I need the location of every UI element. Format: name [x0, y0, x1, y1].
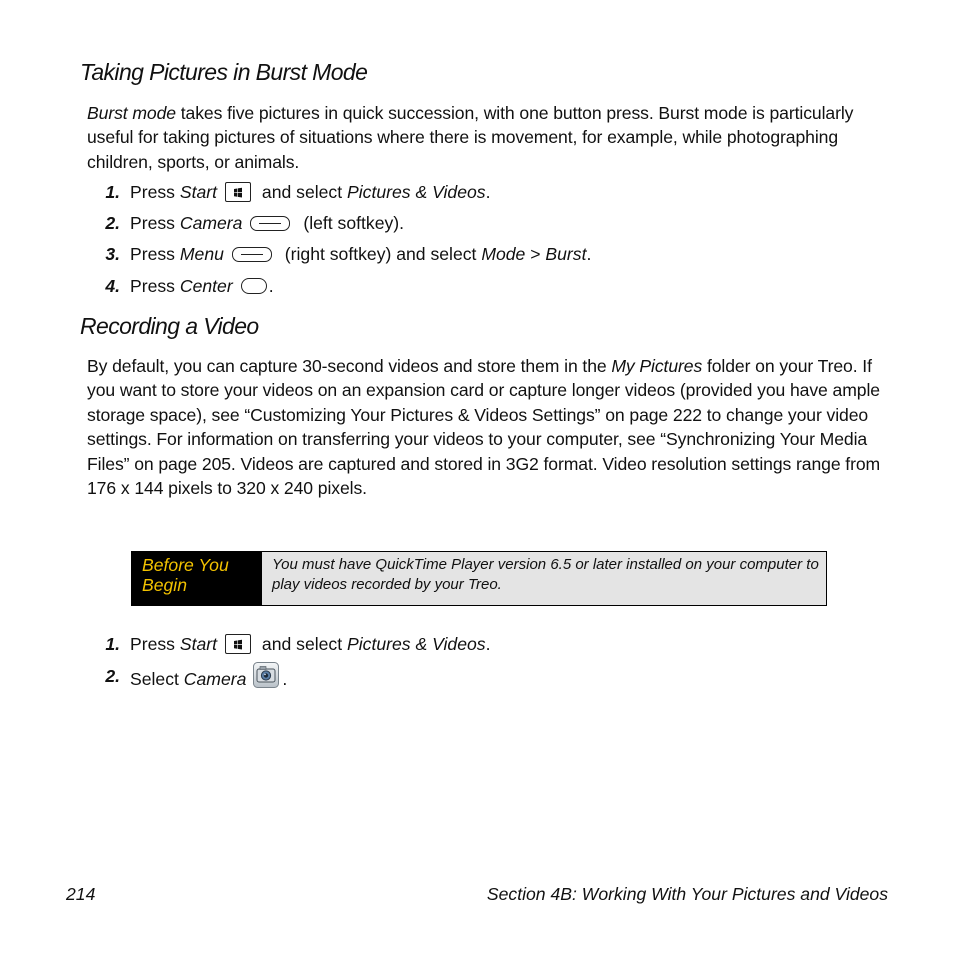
burst-mode-term: Burst mode [87, 103, 176, 123]
step-text: Press [130, 276, 180, 296]
before-you-begin-note [131, 551, 827, 606]
step-number: 2. [105, 213, 120, 233]
key-name: Center [179, 276, 233, 296]
step-number: 1. [105, 634, 120, 654]
key-name: Start [179, 182, 218, 202]
menu-target: Mode [481, 244, 526, 264]
step-text: Press [130, 213, 180, 233]
left-softkey-icon [250, 216, 290, 231]
note-label: Before You Begin [132, 552, 262, 605]
camera-app-icon [252, 661, 280, 696]
step-text: Select [130, 669, 184, 690]
key-name: Start [179, 634, 218, 654]
step-text: and select [257, 182, 348, 202]
step-number: 2. [105, 666, 120, 686]
step-text: . [282, 669, 288, 690]
windows-key-icon [225, 634, 251, 654]
step-text: and select [257, 634, 348, 654]
page-number: 214 [66, 884, 96, 904]
step-text: Press [130, 244, 180, 264]
recording-video-paragraph [87, 354, 897, 500]
step-text: . [586, 244, 592, 264]
step-text: (right softkey) and select [279, 244, 482, 264]
menu-separator: > [525, 244, 546, 264]
menu-target: Pictures & Videos [347, 182, 486, 202]
menu-target: Burst [545, 244, 587, 264]
step-text: Press [130, 182, 180, 202]
burst-mode-paragraph [87, 101, 897, 174]
windows-key-icon [225, 182, 251, 202]
center-key-icon [241, 278, 267, 294]
step-text: Press [130, 634, 180, 654]
step-text: . [268, 276, 274, 296]
step-text: . [485, 182, 491, 202]
step-number: 1. [105, 182, 120, 202]
right-softkey-icon [232, 247, 272, 262]
step-number: 3. [105, 244, 120, 264]
footer-section-title: Section 4B: Working With Your Pictures and Videos [486, 884, 888, 904]
burst-mode-description: takes five pictures in quick succession, with one button press. Burst mode is particularly useful for taking pictures of situations where there is movement, for example, while photographing children, sports, or animals. [87, 103, 854, 172]
key-name: Camera [179, 213, 243, 233]
key-name: Camera [183, 669, 247, 690]
step-number: 4. [105, 276, 120, 296]
section-heading-recording-video: Recording a Video [80, 313, 259, 339]
key-name: Menu [179, 244, 224, 264]
step-text: . [485, 634, 491, 654]
paragraph-text: folder on your Treo. If you want to store your videos on an expansion card or capture longer videos (provided you have ample storage space), see “Customizing Your Pictures & Videos Settings” on page 222 to change your video settings. For information on transferring your videos to your computer, see “Synchronizing Your Media Files” on page 205. Videos are captured and stored in 3G2 format. Video resolution settings range from 176 x 144 pixels to 320 x 240 pixels. [87, 356, 881, 499]
step-text: (left softkey). [298, 213, 405, 233]
paragraph-text: By default, you can capture 30-second videos and store them in the [87, 356, 612, 376]
menu-target: Pictures & Videos [347, 634, 486, 654]
section-heading-burst-mode: Taking Pictures in Burst Mode [80, 59, 368, 85]
my-pictures-term: My Pictures [611, 356, 703, 376]
note-text: You must have QuickTime Player version 6.5 or later installed on your computer to play videos recorded by your Treo. [272, 556, 819, 593]
